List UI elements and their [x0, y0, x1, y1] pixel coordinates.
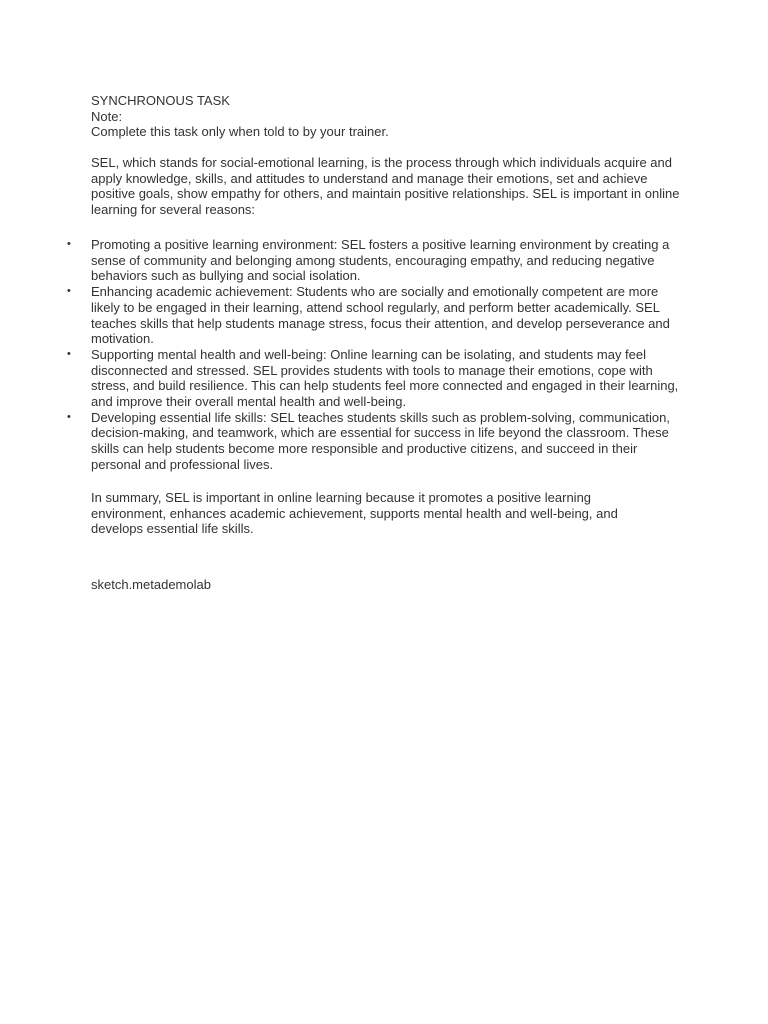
list-item	[0, 237, 681, 284]
list-item	[0, 347, 681, 410]
list-item-text: Supporting mental health and well-being: Online learning can be isolating, and students may feel disconnected and stressed. SEL provides students with tools to manage their emotions, cope with stress, and build resilience. This can help students feel more connected and engaged in their learning, and improve their overall mental health and well-being.	[91, 346, 679, 410]
list-item	[0, 284, 681, 347]
bullet-icon: •	[67, 285, 71, 298]
intro-paragraph: SEL, which stands for social-emotional learning, is the process through which individuals acquire and apply knowledge, skills, and attitudes to understand and manage their emotions, set and achieve positive goals, show empathy for others, and maintain positive relationships. SEL is important in online learning for several reasons:	[91, 155, 680, 218]
task-title: SYNCHRONOUS TASK	[91, 93, 230, 108]
bullet-icon: •	[67, 347, 71, 360]
list-item-text: Enhancing academic achievement: Students who are socially and emotionally competent are more likely to be engaged in their learning, attend school regularly, and perform better academically. SEL teaches skills that help students manage stress, focus their attention, and develop perseverance and motivation.	[91, 284, 670, 347]
list-item	[0, 410, 681, 473]
reasons-list	[0, 237, 768, 473]
task-header	[91, 93, 691, 140]
bullet-icon: •	[67, 410, 71, 423]
bullet-icon: •	[67, 238, 71, 250]
summary-paragraph: In summary, SEL is important in online learning because it promotes a positive learning environment, enhances academic achievement, supports mental health and well-being, and develops essential life skills.	[91, 490, 618, 537]
note-label: Note:	[91, 108, 123, 124]
list-item-text: Promoting a positive learning environment: SEL fosters a positive learning environment by creating a sense of community and belonging among students, encouraging empathy, and reducing negative behaviors such as bullying and social isolation.	[91, 237, 670, 284]
list-item-text: Developing essential life skills: SEL teaches students skills such as problem-solving, communication, decision-making, and teamwork, which are essential for success in life beyond the classroom. These skills can help students become more responsible and productive citizens, and succeed in their personal and professional lives.	[91, 409, 671, 472]
note-text: Complete this task only when told to by your trainer.	[91, 124, 389, 140]
footer-text: sketch.metademolab	[91, 577, 211, 592]
